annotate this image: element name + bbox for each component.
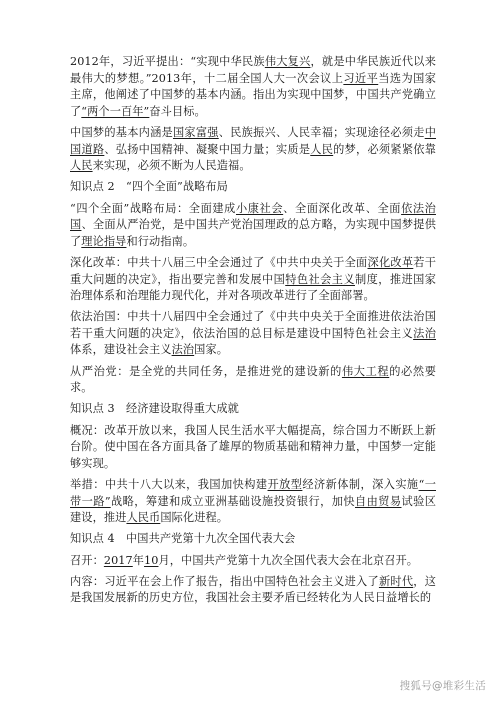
text-run: 从严治党：是全党的共同任务，是推进党的建设新的 [70, 364, 342, 378]
text-run: 、全面从严治党，是中国共产党治国理政的总方略，为实现中国梦提供了 [70, 218, 436, 248]
text-run: 奋斗目标。 [149, 104, 206, 118]
paragraph [70, 125, 436, 175]
text-run: 举措：中共十八大以来，我国加快构建 [70, 478, 268, 491]
text-run: 国际化进程。 [160, 511, 229, 525]
underlined-term: 法治 [413, 326, 437, 340]
paragraph [70, 553, 436, 570]
text-run: 制度，推进国家治理体系和治理能力现代化，并对各项改革进行了全面部署。 [70, 272, 436, 303]
text-run: 年 [132, 553, 145, 567]
underlined-term: 国家富强 [172, 125, 219, 139]
underlined-term: 人民 [310, 142, 334, 156]
text-run: 试验区建设，推进 [70, 494, 437, 525]
paragraph [70, 201, 436, 251]
underlined-term: 伟大工程 [341, 364, 390, 378]
text-run: “四个全面”战略布局：全面建成 [70, 201, 236, 215]
underlined-term: 小康社会 [235, 201, 284, 215]
text-run: 经济新体制，深入实施 [302, 478, 419, 491]
text-run: 、全面深化改革、全面 [283, 201, 402, 215]
paragraph [70, 309, 436, 359]
text-run: ，就是中华民族近代以来最伟大的梦想。”2013年，十二届全国人大一次会议上 [70, 55, 436, 85]
text-run: ，这是我国发展新的历史方位，我国社会主要矛盾已经转化为人民日益增长的 [70, 574, 436, 605]
text-run: 的梦，必须紧紧依靠 [333, 142, 436, 156]
paragraph [70, 401, 436, 418]
text-run: 国家。 [194, 343, 229, 357]
paragraph [70, 477, 436, 527]
text-run: 体系，建设社会主义 [70, 343, 172, 357]
underlined-term: 习近平 [343, 71, 379, 85]
underlined-term: “一带一路” [70, 478, 436, 508]
paragraph [70, 364, 436, 397]
text-run: 、弘扬中国精神、凝聚中国力量；实质是 [104, 142, 311, 156]
document-body [70, 54, 436, 612]
text-run: 知识点 2 “四个全面”战略布局 [70, 180, 228, 194]
underlined-term: 开放型 [267, 478, 303, 491]
underlined-term: 法治 [171, 343, 195, 357]
underlined-term: 特色社会主义 [285, 272, 355, 286]
text-run: 依法治国：中共十八届四中全会通过了《中共中央关于全面推进依法治国若干重大问题的决定》，依法治国的总目标是建设中国特色社会主义 [70, 310, 436, 340]
underlined-term: 理论指导 [81, 234, 127, 248]
underlined-term: 中国道路 [70, 125, 436, 156]
text-run: 来实现，必须不断为人民造福。 [92, 159, 251, 173]
paragraph [70, 179, 436, 196]
paragraph [70, 531, 436, 548]
text-run: 若干重大问题的决定》，指出要完善和发展中国 [70, 255, 437, 286]
underlined-term: 伟大复兴 [264, 55, 311, 68]
text-run: 当选为国家主席，他阐述了中国梦的基本内涵。指出为实现中国梦，中国共产党确立了 [70, 71, 436, 118]
underlined-term: 2017 [103, 553, 133, 567]
text-run: 知识点 4 中国共产党第十九次全国代表大会 [70, 532, 296, 546]
underlined-term: 10 [144, 553, 159, 567]
text-run: 召开： [70, 553, 104, 567]
text-run: 月，中国共产党第十九次全国代表大会在北京召开。 [158, 553, 419, 567]
text-run: 知识点 3 经济建设取得重大成就 [70, 402, 239, 416]
underlined-term: 新时代 [378, 574, 414, 588]
paragraph [70, 54, 436, 120]
underlined-term: 人民 [70, 159, 93, 173]
text-run: 中国梦的基本内涵是 [70, 125, 173, 139]
text-run: 概况：改革开放以来，我国人民生活水平大幅提高，综合国力不断跃上新台阶。使中国在各方面具备了雄厚的物质基础和精神力量，中国梦一定能够实现。 [70, 423, 436, 470]
text-run: 2012年，习近平提出：“实现中华民族 [70, 55, 265, 68]
underlined-term: 依法治国 [70, 201, 436, 232]
text-run: 的必然要求。 [70, 364, 436, 395]
text-run: 内容：习近平在会上作了报告，指出中国特色社会主义进入了 [70, 574, 379, 588]
text-run: 战略，筹建和成立亚洲基础设施投资银行，加快 [110, 494, 355, 508]
paragraph [70, 574, 436, 607]
underlined-term: 深化改革 [367, 255, 414, 269]
text-run: 、民族振兴、人民幸福；实现途径必须走 [218, 125, 425, 139]
underlined-term: 自由贸易 [355, 494, 402, 508]
underlined-term: 人民币 [126, 511, 161, 525]
watermark: 搜狐号@堆彩生活 [399, 680, 486, 692]
text-run: 深化改革：中共十八届三中全会通过了《中共中央关于全面 [70, 255, 368, 269]
underlined-term: “两个一百年” [81, 104, 150, 118]
paragraph [70, 423, 436, 473]
text-run: 和行动指南。 [126, 234, 195, 248]
paragraph [70, 255, 436, 305]
